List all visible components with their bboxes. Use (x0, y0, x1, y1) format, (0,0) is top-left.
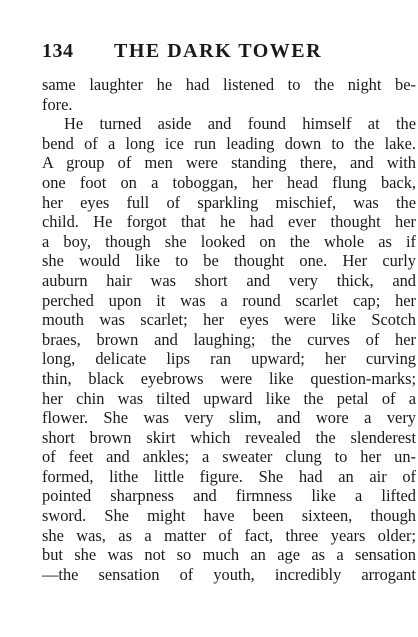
text-line: long, delicate lips ran upward; her curving (42, 349, 416, 369)
text-line: she would like to be thought one. Her curly (42, 251, 416, 271)
page-number: 134 (42, 40, 74, 62)
text-line: of feet and ankles; a sweater clung to her un- (42, 447, 416, 467)
text-line: —the sensation of youth, incredibly arrogant (42, 564, 416, 584)
book-title: THE DARK TOWER (114, 40, 323, 62)
text-line: one foot on a toboggan, her head flung back, (42, 172, 416, 192)
text-line: sword. She might have been sixteen, though (42, 506, 416, 526)
text-line: auburn hair was short and very thick, and (42, 270, 416, 290)
text-line: a boy, though she looked on the whole as if (42, 231, 416, 251)
text-line: A group of men were standing there, and with (42, 153, 416, 173)
text-line: fore. (42, 94, 73, 114)
text-line: flower. She was very slim, and wore a very (42, 408, 416, 428)
text-line: thin, black eyebrows were like question-marks; (42, 368, 416, 388)
text-line: pointed sharpness and firmness like a lifted (42, 486, 416, 506)
text-line: mouth was scarlet; her eyes were like Scotch (42, 310, 416, 330)
text-line: formed, lithe little figure. She had an air of (42, 466, 416, 486)
text-line: perched upon it was a round scarlet cap; her (42, 290, 416, 310)
body-text (42, 75, 416, 584)
text-line: He turned aside and found himself at the (64, 114, 416, 134)
text-line: short brown skirt which revealed the slenderest (42, 427, 416, 447)
text-line: but she was not so much an age as a sensation (42, 545, 416, 565)
text-line: her chin was tilted upward like the petal of a (42, 388, 416, 408)
text-line: bend of a long ice run leading down to the lake. (42, 133, 416, 153)
text-line: child. He forgot that he had ever thought her (42, 212, 416, 232)
text-line: braes, brown and laughing; the curves of her (42, 329, 416, 349)
text-line: her eyes full of sparkling mischief, was the (42, 192, 416, 212)
text-line: she was, as a matter of fact, three years older; (42, 525, 416, 545)
text-line: same laughter he had listened to the night be- (42, 75, 416, 94)
running-head (42, 40, 398, 64)
